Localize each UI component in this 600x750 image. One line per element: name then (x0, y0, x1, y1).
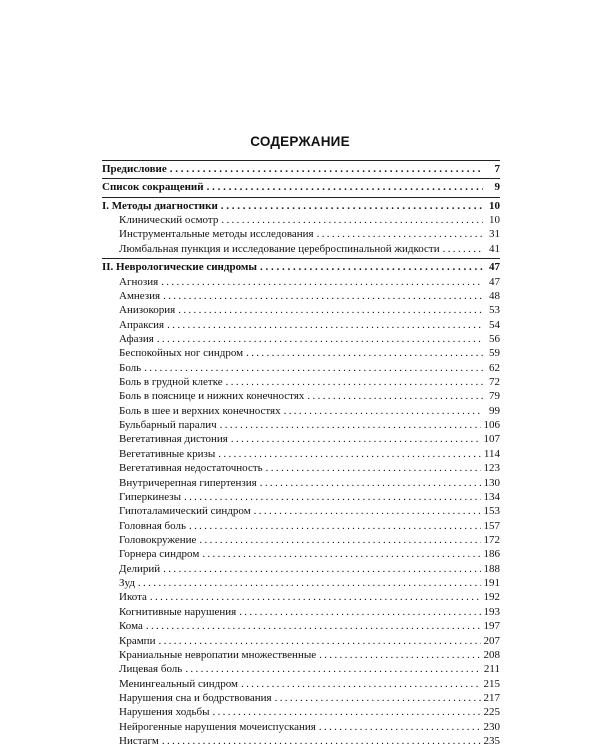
dot-leader (239, 605, 480, 619)
toc-entry-label: Инструментальные методы исследования (119, 228, 314, 241)
toc-entry-label: Лицевая боль (119, 663, 183, 676)
toc-entry-row[interactable] (102, 490, 500, 504)
toc-page-number: 215 (483, 677, 500, 690)
dot-leader (266, 461, 481, 475)
dot-leader (260, 260, 483, 274)
toc-page-number: 157 (483, 519, 500, 532)
toc-entry-label: Боль в грудной клетке (119, 376, 223, 389)
dot-leader (319, 648, 480, 662)
toc-entry-row[interactable] (102, 533, 500, 547)
toc-entry-row[interactable] (102, 720, 500, 734)
dot-leader (260, 476, 481, 490)
toc-entry-label: I. Методы диагностики (102, 199, 218, 212)
toc-entry-row[interactable] (102, 361, 500, 375)
dot-leader (170, 162, 483, 176)
toc-page-number: 10 (489, 214, 500, 227)
toc-entry-label: Анизокория (119, 304, 176, 317)
toc-entry-row[interactable] (102, 705, 500, 719)
toc-entry-row[interactable] (102, 634, 500, 648)
dot-leader (184, 490, 481, 504)
dot-leader (163, 562, 480, 576)
toc-page-number: 106 (483, 419, 500, 432)
toc-page-number: 7 (494, 163, 500, 175)
toc-entry-label: Клинический осмотр (119, 214, 219, 227)
toc-entry-row[interactable] (102, 648, 500, 662)
dot-leader (226, 375, 483, 389)
toc-entry-label: Менингеальный синдром (119, 677, 238, 690)
toc-entry-label: Краниальные невропатии множественные (119, 648, 317, 661)
dot-leader (158, 634, 480, 648)
toc-entry-row[interactable] (102, 404, 500, 418)
toc-entry-label: II. Неврологические синдромы (102, 261, 257, 274)
toc-page-number: 62 (489, 361, 500, 374)
toc-page-number: 197 (483, 620, 500, 633)
dot-leader (163, 289, 483, 303)
toc-entry-label: Делирий (119, 562, 161, 575)
toc-page-number: 107 (483, 433, 500, 446)
dot-leader (162, 734, 481, 748)
toc-entry-label: Вегетативная недостаточность (119, 462, 263, 475)
toc-entry-label: Боль в шее и верхних конечностях (119, 404, 281, 417)
toc-page-number: 79 (489, 390, 500, 403)
toc-page-number: 72 (489, 376, 500, 389)
dot-leader (178, 303, 483, 317)
dot-leader (202, 547, 480, 561)
toc-entry-label: Боль (119, 361, 142, 374)
toc-section-row[interactable] (102, 162, 500, 176)
toc-entry-row[interactable] (102, 213, 500, 227)
toc-entry-label: Нистагм (119, 735, 159, 748)
toc-entry-row[interactable] (102, 605, 500, 619)
dot-leader (146, 619, 481, 633)
toc-page-number: 53 (489, 304, 500, 317)
toc-section-row[interactable] (102, 260, 500, 274)
toc-entry-row[interactable] (102, 461, 500, 475)
toc-entry-row[interactable] (102, 318, 500, 332)
toc-entry-label: Боль в пояснице и нижних конечностях (119, 390, 305, 403)
toc-entry-row[interactable] (102, 289, 500, 303)
toc-page-number: 10 (489, 199, 500, 212)
dot-leader (284, 404, 483, 418)
dot-leader (144, 361, 483, 375)
dot-leader (218, 447, 481, 461)
toc-page-number: 225 (483, 706, 500, 719)
toc-page-number: 211 (483, 663, 500, 676)
dot-leader (212, 705, 480, 719)
toc-page-number: 130 (483, 476, 500, 489)
dot-leader (220, 418, 481, 432)
dot-leader (157, 332, 483, 346)
toc-entry-row[interactable] (102, 576, 500, 590)
section-rule (102, 160, 500, 161)
toc-entry-row[interactable] (102, 590, 500, 604)
toc-page-number: 193 (483, 605, 500, 618)
toc-entry-label: Нейрогенные нарушения мочеиспускания (119, 720, 316, 733)
section-rule (102, 258, 500, 259)
toc-page-number: 230 (483, 720, 500, 733)
table-of-contents (102, 158, 500, 748)
dot-leader (241, 677, 481, 691)
toc-entry-row[interactable] (102, 332, 500, 346)
toc-page-number: 123 (483, 462, 500, 475)
toc-page-number: 56 (489, 332, 500, 345)
dot-leader (317, 227, 483, 241)
toc-entry-row[interactable] (102, 504, 500, 518)
toc-entry-label: Вегетативные кризы (119, 447, 216, 460)
toc-entry-row[interactable] (102, 275, 500, 289)
toc-entry-label: Когнитивные нарушения (119, 605, 237, 618)
toc-entry-row[interactable] (102, 447, 500, 461)
dot-leader (167, 318, 483, 332)
toc-entry-row[interactable] (102, 547, 500, 561)
toc-page-number: 114 (483, 447, 500, 460)
toc-entry-row[interactable] (102, 619, 500, 633)
dot-leader (443, 242, 483, 256)
toc-page-number: 188 (483, 562, 500, 575)
dot-leader (161, 275, 483, 289)
toc-entry-label: Апраксия (119, 318, 165, 331)
section-rule (102, 197, 500, 198)
toc-entry-label: Вегетативная дистония (119, 433, 228, 446)
toc-page-number: 47 (489, 275, 500, 288)
toc-page-number: 47 (489, 261, 500, 274)
dot-leader (221, 213, 483, 227)
toc-entry-row[interactable] (102, 227, 500, 241)
toc-entry-row[interactable] (102, 476, 500, 490)
toc-entry-label: Амнезия (119, 289, 161, 302)
toc-page-number: 192 (483, 591, 500, 604)
dot-leader (319, 720, 481, 734)
toc-entry-label: Головная боль (119, 519, 186, 532)
dot-leader (189, 519, 481, 533)
toc-entry-label: Зуд (119, 577, 135, 590)
toc-entry-row[interactable] (102, 375, 500, 389)
dot-leader (275, 691, 481, 705)
toc-page-number: 41 (489, 242, 500, 255)
toc-page-number: 31 (489, 228, 500, 241)
dot-leader (221, 199, 483, 213)
toc-entry-label: Гиперкинезы (119, 490, 181, 503)
toc-entry-label: Гипоталамический синдром (119, 505, 251, 518)
toc-page-number: 134 (483, 490, 500, 503)
dot-leader (254, 504, 481, 518)
toc-page-number: 207 (483, 634, 500, 647)
toc-entry-row[interactable] (102, 519, 500, 533)
toc-entry-row[interactable] (102, 303, 500, 317)
dot-leader (185, 662, 481, 676)
toc-entry-label: Агнозия (119, 275, 159, 288)
toc-entry-row[interactable] (102, 389, 500, 403)
dot-leader (231, 432, 481, 446)
dot-leader (207, 180, 483, 194)
dot-leader (150, 590, 481, 604)
toc-entry-label: Предисловие (102, 163, 167, 175)
toc-page-number: 208 (483, 648, 500, 661)
toc-page-number: 191 (483, 577, 500, 590)
dot-leader (307, 389, 483, 403)
toc-entry-label: Нарушения сна и бодрствования (119, 691, 272, 704)
toc-entry-label: Головокружение (119, 533, 197, 546)
dot-leader (138, 576, 481, 590)
toc-entry-row[interactable] (102, 346, 500, 360)
toc-entry-label: Афазия (119, 332, 154, 345)
toc-entry-row[interactable] (102, 432, 500, 446)
toc-page-number: 172 (483, 533, 500, 546)
toc-page-number: 235 (483, 735, 500, 748)
toc-page-number: 99 (489, 404, 500, 417)
toc-page-number: 217 (483, 691, 500, 704)
dot-leader (246, 346, 483, 360)
toc-page-number: 9 (494, 181, 500, 194)
toc-section-row[interactable] (102, 199, 500, 213)
toc-entry-label: Нарушения ходьбы (119, 706, 210, 719)
dot-leader (199, 533, 480, 547)
toc-entry-label: Беспокойных ног синдром (119, 347, 244, 360)
toc-page-number: 186 (483, 548, 500, 561)
toc-entry-row[interactable] (102, 691, 500, 705)
section-rule (102, 178, 500, 179)
toc-entry-row[interactable] (102, 242, 500, 256)
toc-entry-label: Крампи (119, 634, 156, 647)
toc-page-number: 54 (489, 318, 500, 331)
toc-entry-row[interactable] (102, 418, 500, 432)
page-title: СОДЕРЖАНИЕ (250, 134, 350, 149)
toc-entry-row[interactable] (102, 662, 500, 676)
toc-entry-row[interactable] (102, 562, 500, 576)
toc-entry-label: Список сокращений (102, 181, 204, 194)
toc-entry-row[interactable] (102, 677, 500, 691)
toc-entry-row[interactable] (102, 734, 500, 748)
toc-page-number: 153 (483, 505, 500, 518)
toc-entry-label: Люмбальная пункция и исследование цереброспинальной жидкости (119, 242, 440, 255)
toc-entry-label: Горнера синдром (119, 548, 200, 561)
toc-section-row[interactable] (102, 180, 500, 194)
toc-entry-label: Бульбарный паралич (119, 419, 217, 432)
toc-page-number: 59 (489, 347, 500, 360)
toc-page-number: 48 (489, 289, 500, 302)
toc-entry-label: Икота (119, 591, 147, 604)
toc-entry-label: Кома (119, 620, 143, 633)
toc-entry-label: Внутричерепная гипертензия (119, 476, 257, 489)
